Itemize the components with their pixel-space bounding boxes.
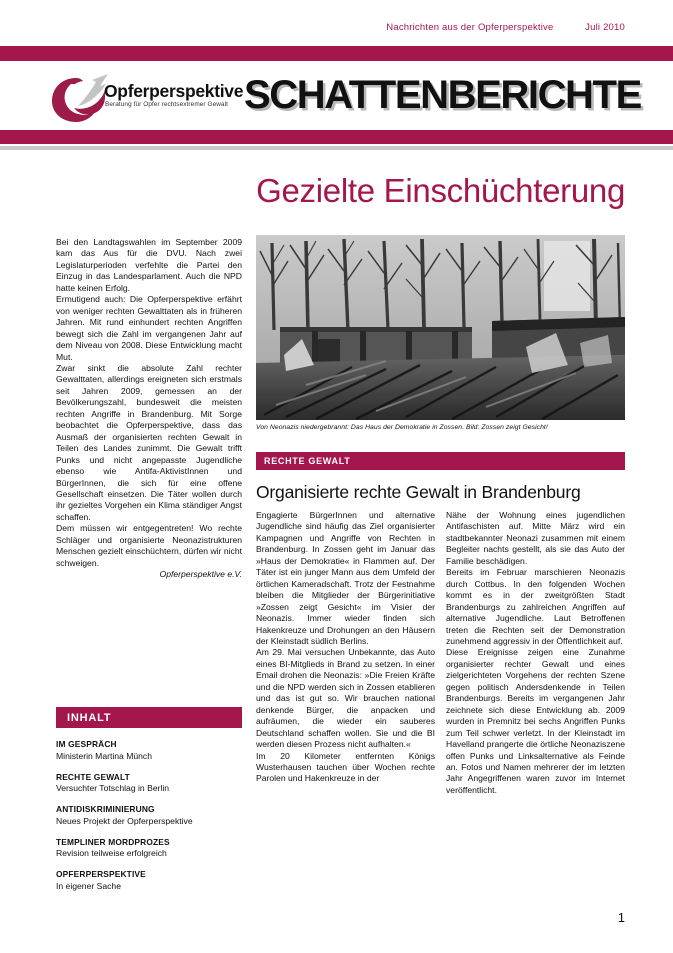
issue-date: Juli 2010 bbox=[585, 22, 625, 33]
article-headline: Organisierte rechte Gewalt in Brandenburg bbox=[256, 482, 581, 502]
contents-heading: INHALT bbox=[56, 707, 242, 728]
masthead-gray-rule bbox=[0, 146, 673, 150]
section-label: RECHTE GEWALT bbox=[256, 452, 625, 470]
article-paragraph: Diese Ereignisse zeigen eine Zunahme organisierter rechter Gewalt und eines zielgerichteten Vorgehens der rechten Szene gegen politisch Andersdenkende in Teilen Brandenburgs. Bereits im vergangenen Jahr zeichnete sich diese Entwicklung ab. 2009 wurden in Premnitz bei sechs Angriffen Punks zum Teil schwer verletzt. In der Kleinstadt im Havelland prangerte die örtliche Neonaziszene offen Punks und Linksalternative als Feinde an. Fotos und Namen mehrerer der im letzten Jahr Angegriffenen waren zuvor im Internet veröffentlicht. bbox=[446, 647, 625, 795]
contents-item-title: Neues Projekt der Opferperspektive bbox=[56, 815, 193, 826]
contents-item[interactable] bbox=[56, 869, 242, 891]
contents-item[interactable] bbox=[56, 772, 242, 794]
editorial-column bbox=[56, 237, 242, 581]
contents-item-category: ANTIDISKRIMINIERUNG bbox=[56, 804, 155, 814]
page-header bbox=[0, 22, 625, 33]
editorial-text bbox=[56, 237, 242, 581]
masthead-content bbox=[0, 61, 673, 130]
contents-item-title: Ministerin Martina Münch bbox=[56, 750, 152, 761]
editorial-paragraph: Ermutigend auch: Die Opferperspektive erfährt von weniger rechten Gewalttaten als in früheren Jahren. Mit rund einhundert rechten Angriffen bewegt sich die Zahl im vergangenen Jahr auf dem Niveau von 2008. Diese Entwicklung macht Mut. bbox=[56, 294, 242, 362]
opferperspektive-logo bbox=[48, 68, 244, 124]
contents-item-category: OPFERPERSPEKTIVE bbox=[56, 869, 146, 879]
masthead bbox=[0, 46, 673, 150]
article-photo-block bbox=[256, 235, 625, 431]
contents-list bbox=[56, 739, 242, 891]
contents-item-title: Revision teilweise erfolgreich bbox=[56, 848, 167, 858]
article-body bbox=[256, 510, 625, 796]
article-paragraph: Nähe der Wohnung eines jugendlichen Antifaschisten auf. Mitte März wird ein stadtbekannter Neonazi zusammen mit einem Begleiter nachts gestellt, als sie das Auto der Familie beschädigen. bbox=[446, 510, 625, 566]
contents-item-title: In eigener Sache bbox=[56, 880, 121, 891]
article-paragraph: Im 20 Kilometer entfernten Königs Wusterhausen tauchen über Wochen rechte Parolen und Hakenkreuze in der bbox=[256, 750, 435, 784]
article-paragraph: Bereits im Februar marschieren Neonazis durch Cottbus. In den folgenden Wochen kommt es in der zweitgrößten Stadt Brandenburgs zu zahlreichen Angriffen auf alternative Jugendliche. Laut Betroffenen treten die Rechten seit der Demonstration zunehmend aggressiv in der Öffentlichkeit auf. bbox=[446, 567, 625, 646]
page-number: 1 bbox=[617, 910, 625, 925]
article-column-right bbox=[446, 510, 625, 796]
burned-building-photo bbox=[256, 235, 625, 420]
photo-illustration bbox=[256, 235, 625, 420]
logo-wordmark: Opferperspektive bbox=[104, 80, 244, 101]
logo-tagline: Beratung für Opfer rechtsextremer Gewalt bbox=[105, 100, 228, 108]
contents-box bbox=[56, 707, 242, 891]
editorial-paragraph: Bei den Landtagswahlen im September 2009 kam das Aus für die DVU. Nach zwei Legislaturperioden verfehlte die Partei den Einzug in das Landesparlament. Auch die NPD hatte keinen Erfolg. bbox=[56, 237, 242, 293]
contents-item-category: TEMPLINER MORDPROZES bbox=[56, 836, 170, 847]
contents-item[interactable] bbox=[56, 837, 242, 859]
masthead-bottom-bar bbox=[0, 130, 673, 144]
contents-item[interactable] bbox=[56, 804, 242, 826]
contents-item-category: RECHTE GEWALT bbox=[56, 771, 130, 782]
contents-item[interactable] bbox=[56, 739, 242, 761]
contents-item-category: IM GESPRÄCH bbox=[56, 739, 117, 749]
publication-line: Nachrichten aus der Opferperspektive bbox=[386, 22, 554, 33]
page-title: Gezielte Einschüchterung bbox=[256, 172, 625, 209]
editorial-paragraph: Dem müssen wir entgegentreten! Wo rechte Schläger und organisierte Neonazistrukturen Menschen gezielt einschüchtern, dürfen wir nicht schweigen. bbox=[56, 523, 242, 568]
photo-caption: Von Neonazis niedergebrannt: Das Haus der Demokratie in Zossen. Bild: Zossen zeigt Gesicht! bbox=[256, 423, 548, 431]
article-paragraph: Engagierte BürgerInnen und alternative Jugendliche sind häufig das Ziel organisierter Kampagnen und Angriffe von Rechten in Brandenburg. In Zossen geht im Januar das »Haus der Demokratie« in Flammen auf. Der Täter ist ein junger Mann aus dem Umfeld der örtlichen Kameradschaft. Trotz der Festnahme bleiben die Mitglieder der Bürgerinitiative »Zossen zeigt Gesicht« im Visier der Neonazis. Immer wieder finden sich Hakenkreuze und Drohungen an den Häusern der Kleinstadt südlich Berlins. bbox=[256, 510, 435, 646]
editorial-signature: Opferperspektive e.V. bbox=[159, 569, 242, 580]
article-column-left bbox=[256, 510, 435, 796]
masthead-top-bar bbox=[0, 46, 673, 61]
masthead-title: SCHATTENBERICHTE bbox=[244, 73, 641, 117]
article-paragraph: Am 29. Mai versuchen Unbekannte, das Auto eines BI-Mitglieds in Brand zu setzen. In einer Email drohen die Neonazis: »Die Freien Kräfte und die NPD werden sich in Zossen etablieren und das ist gut so. Wir brauchen national denkende Bürger, die anpacken und aufräumen, die wieder ein sauberes Deutschland schaffen wollen. Sie und die BI werden diesen Prozess nicht aufhalten.« bbox=[256, 647, 435, 750]
editorial-paragraph: Zwar sinkt die absolute Zahl rechter Gewalttaten, allerdings ereigneten sich erstmals seit Jahren 2009, gemessen an der Bevölkerungszahl, bundesweit die meisten rechten Angriffe in Brandenburg. Mit Sorge beobachtet die Opferperspektive, dass das Ausmaß der organisierten rechten Gewalt in Teilen des Landes zunimmt. Die Gewalt trifft Punks und nicht angepasste Jugendliche ebenso wie Antifa-AktivistInnen und BürgerInnen, die sich für eine offene Gesellschaft einsetzen. Die Täter wollen durch ihr gezieltes Vorgehen ein Klima ständiger Angst schaffen. bbox=[56, 362, 242, 522]
contents-item-title: Versuchter Totschlag in Berlin bbox=[56, 783, 170, 793]
